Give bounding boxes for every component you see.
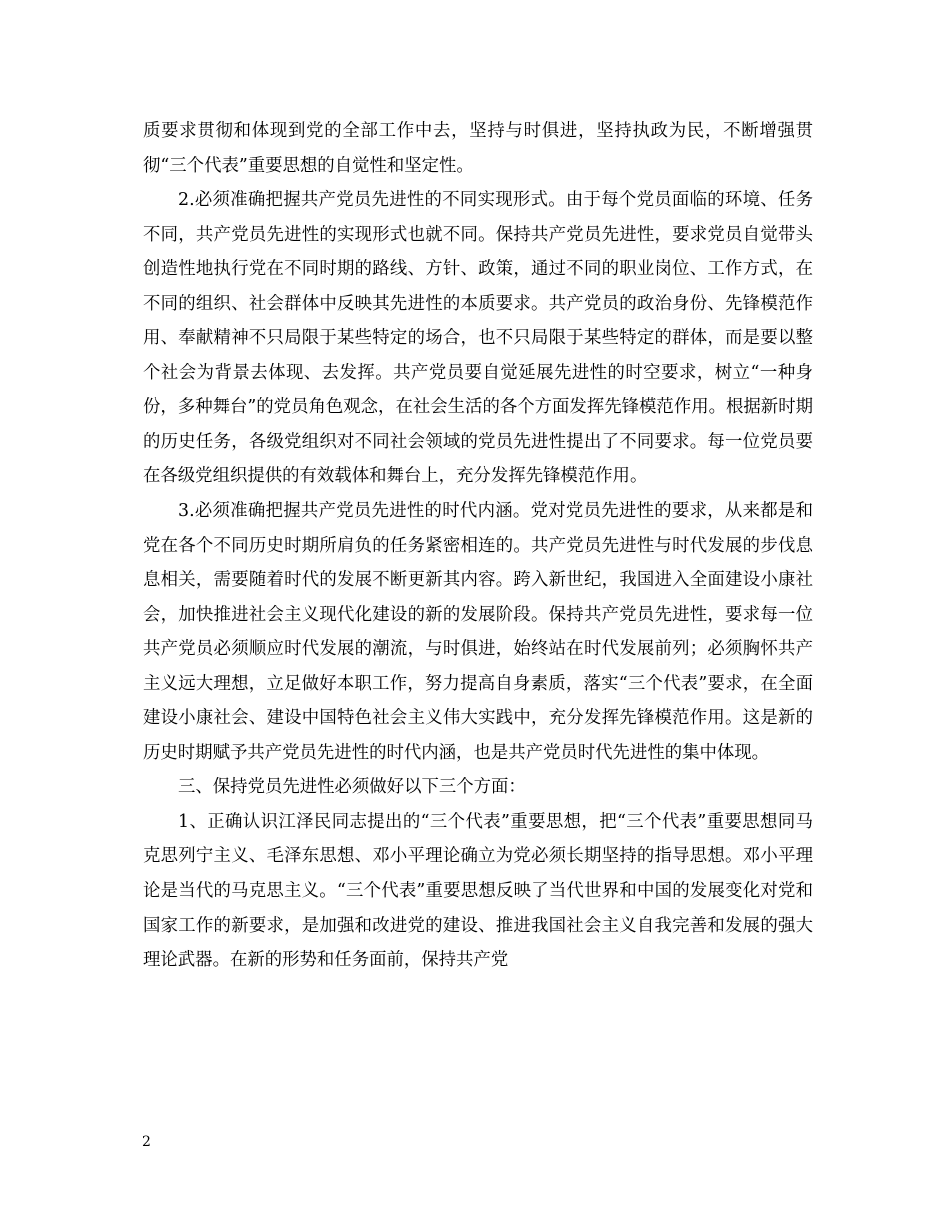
body-text	[143, 114, 813, 978]
page-number: 2	[142, 1134, 151, 1150]
paragraph-item-1: 1、正确认识江泽民同志提出的“三个代表”重要思想，把“三个代表”重要思想同马克思列宁主义、毛泽东思想、邓小平理论确立为党必须长期坚持的指导思想。邓小平理论是当代的马克思主义。“三个代表”重要思想反映了当代世界和中国的发展变化对党和国家工作的新要求，是加强和改进党的建设、推进我国社会主义自我完善和发展的强大理论武器。在新的形势和任务面前，保持共产党	[143, 811, 813, 971]
paragraph-continuation: 质要求贯彻和体现到党的全部工作中去，坚持与时俱进，坚持执政为民，不断增强贯彻“三个代表”重要思想的自觉性和坚定性。	[143, 121, 813, 176]
paragraph-point-2: 2.必须准确把握共产党员先进性的不同实现形式。由于每个党员面临的环境、任务不同，共产党员先进性的实现形式也就不同。保持共产党员先进性，要求党员自觉带头创造性地执行党在不同时期的路线、方针、政策，通过不同的职业岗位、工作方式，在不同的组织、社会群体中反映其先进性的本质要求。共产党员的政治身份、先锋模范作用、奉献精神不只局限于某些特定的场合，也不只局限于某些特定的群体，而是要以整个社会为背景去体现、去发挥。共产党员要自觉延展先进性的时空要求，树立“一种身份，多种舞台”的党员角色观念，在社会生活的各个方面发挥先锋模范作用。根据新时期的历史任务，各级党组织对不同社会领域的党员先进性提出了不同要求。每一位党员要在各级党组织提供的有效载体和舞台上，充分发挥先锋模范作用。	[143, 190, 813, 487]
section-heading-three: 三、保持党员先进性必须做好以下三个方面：	[178, 777, 526, 798]
paragraph-point-3: 3.必须准确把握共产党员先进性的时代内涵。党对党员先进性的要求，从来都是和党在各个不同历史时期所肩负的任务紧密相连的。共产党员先进性与时代发展的步伐息息相关，需要随着时代的发展不断更新其内容。跨入新世纪，我国进入全面建设小康社会，加快推进社会主义现代化建设的新的发展阶段。保持共产党员先进性，要求每一位共产党员必须顺应时代发展的潮流，与时俱进，始终站在时代发展前列；必须胸怀共产主义远大理想，立足做好本职工作，努力提高自身素质，落实“三个代表”要求，在全面建设小康社会、建设中国特色社会主义伟大实践中，充分发挥先锋模范作用。这是新的历史时期赋予共产党员先进性的时代内涵，也是共产党员时代先进性的集中体现。	[143, 501, 813, 763]
